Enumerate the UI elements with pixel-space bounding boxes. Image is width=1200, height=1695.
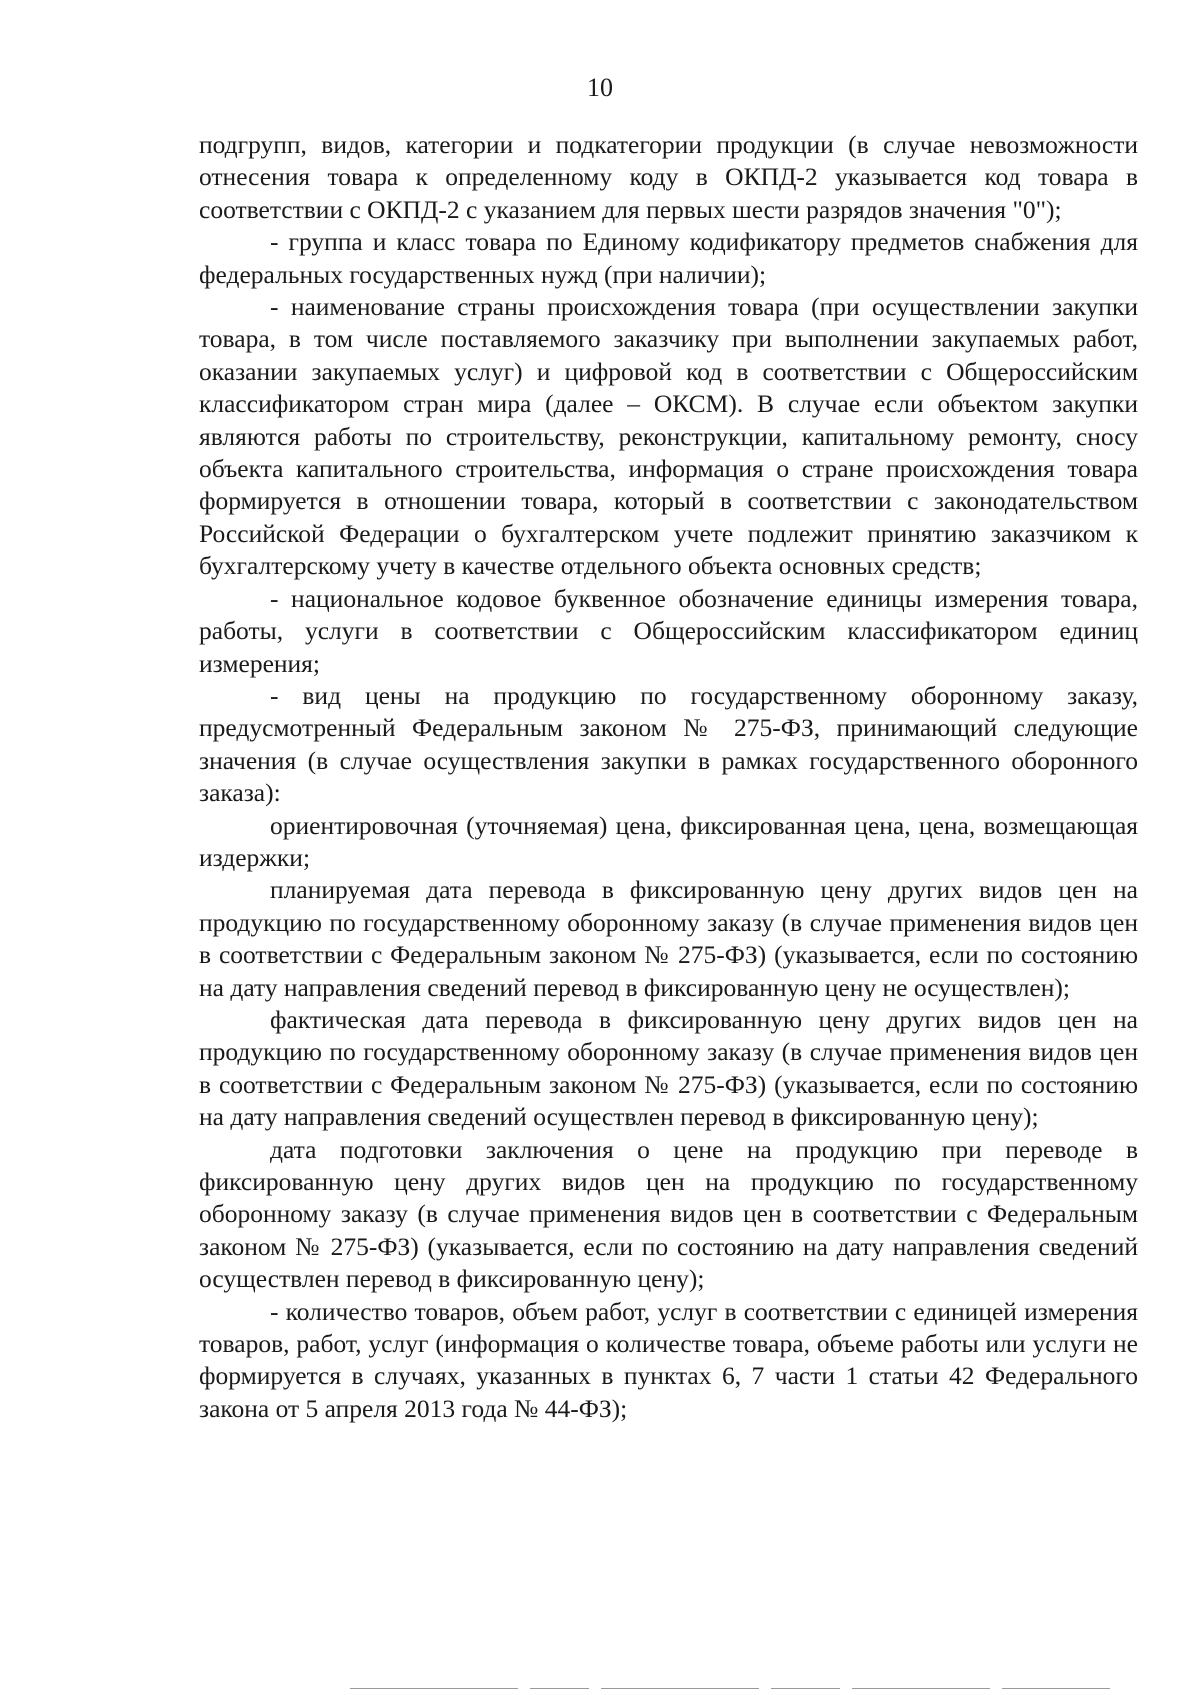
paragraph-group-and-class: - группа и класс товара по Единому кодификатору предметов снабжения для федеральных государственных нужд (при наличии); — [199, 227, 1138, 289]
paragraph-unit-of-measure: - национальное кодовое буквенное обозначение единицы измерения товара, работы, услуги в соответствии с Общероссийским классификатором единиц измерения; — [199, 583, 1138, 678]
paragraph-product-subgroups: подгрупп, видов, категории и подкатегории продукции (в случае невозможности отнесения товара к определенному коду в ОКПД-2 указывается код товара в соответствии с ОКПД-2 с указанием для первых шести разрядов значения "0"); — [199, 130, 1138, 224]
footer-rule — [771, 1688, 840, 1689]
footer-divider — [350, 1688, 1110, 1690]
paragraph-conclusion-date: дата подготовки заключения о цене на продукцию при переводе в фиксированную цену других видов цен на продукцию по государственному оборонному заказу (в случае применения видов цен в соответствии с Федеральным законом № 275-ФЗ) (указывается, если по состоянию на дату направления сведений осуществлен перевод в фиксированную цену); — [199, 1134, 1138, 1294]
footer-rule — [1002, 1688, 1110, 1689]
paragraph-country-of-origin: - наименование страны происхождения товара (при осуществлении закупки товара, в том числе поставляемого заказчику при выполнении закупаемых работ, оказании закупаемых услуг) и цифровой код в соответствии с Общероссийским классификатором стран мира (далее – ОКСМ). В случае если объектом закупки являются работы по строительству, реконструкции, капитальному ремонту, сносу объекта капитального строительства, информация о стране происхождения товара формируется в отношении товара, который в соответствии с законодательством Российской Федерации о бухгалтерском учете подлежит принятию заказчиком к бухгалтерскому учету в качестве отдельного объекта основных средств; — [199, 292, 1138, 581]
paragraph-actual-date: фактическая дата перевода в фиксированную цену других видов цен на продукцию по государственному оборонному заказу (в случае применения видов цен в соответствии с Федеральным законом № 275-ФЗ) (указывается, если по состоянию на дату направления сведений осуществлен перевод в фиксированную цену); — [199, 1004, 1138, 1132]
paragraph-price-values: ориентировочная (уточняемая) цена, фиксированная цена, цена, возмещающая издержки; — [199, 810, 1138, 872]
paragraph-planned-date: планируемая дата перевода в фиксированную цену других видов цен на продукцию по государственному оборонному заказу (в случае применения видов цен в соответствии с Федеральным законом № 275-ФЗ) (указывается, если по состоянию на дату направления сведений перевод в фиксированную цену не осуществлен); — [199, 875, 1138, 1002]
page-number: 10 — [587, 73, 613, 102]
footer-rule — [601, 1688, 759, 1689]
footer-rule — [350, 1688, 518, 1689]
footer-rule — [530, 1688, 589, 1689]
footer-rule — [852, 1688, 990, 1689]
document-body — [199, 129, 1138, 1425]
paragraph-quantity: - количество товаров, объем работ, услуг в соответствии с единицей измерения товаров, работ, услуг (информация о количестве товара, объеме работы или услуги не формируется в случаях, указанных в пунктах 6, 7 части 1 статьи 42 Федерального закона от 5 апреля 2013 года № 44-ФЗ); — [199, 1296, 1138, 1423]
paragraph-price-type: - вид цены на продукцию по государственному оборонному заказу, предусмотренный Федеральным законом № 275-ФЗ, принимающий следующие значения (в случае осуществления закупки в рамках государственного оборонного заказа): — [199, 680, 1138, 808]
